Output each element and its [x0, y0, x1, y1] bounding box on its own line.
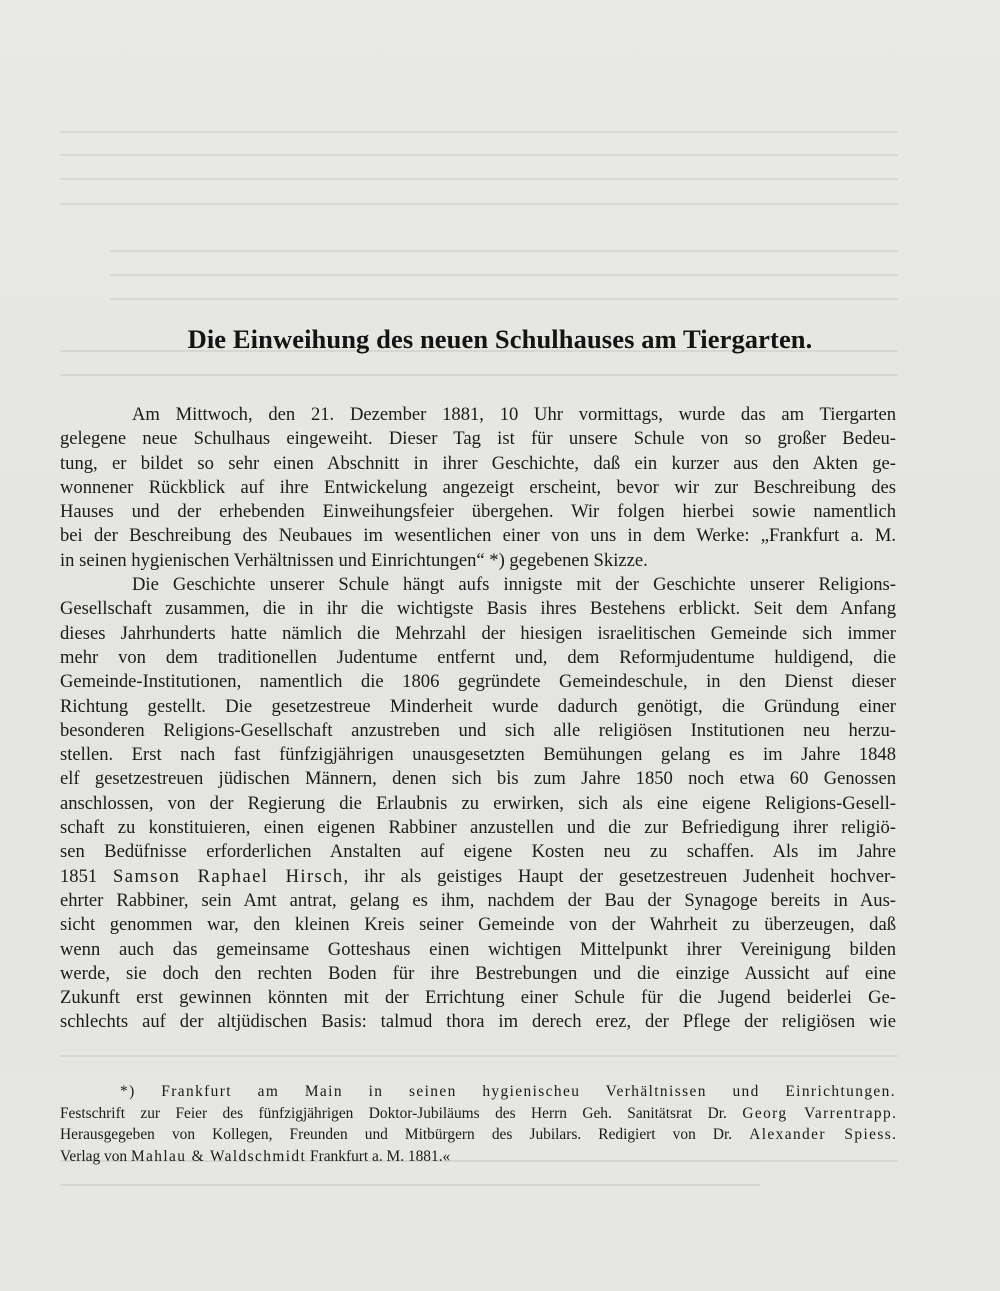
- text-line: gelegene neue Schulhaus eingeweiht. Dieser Tag ist für unsere Schule von so großer Bedeu-: [60, 428, 896, 450]
- text-fragment: Herausgegeben von Kollegen, Freunden und Mitbürgern des Jubilars. Redigiert von Dr.: [60, 1126, 750, 1143]
- person-name: Alexander Spiess: [749, 1126, 893, 1143]
- text-line: sen Bedüfnisse erforderlichen Anstalten auf eigene Kosten neu zu schaffen. Als im Jahre: [60, 841, 896, 863]
- footnote-line: [60, 1146, 896, 1168]
- text-line: sicht genommen war, den kleinen Kreis seiner Gemeinde von der Wahrheit zu überzeugen, daß: [60, 914, 896, 936]
- text-fragment: Verlag von: [60, 1147, 131, 1165]
- text-line: besonderen Religions-Gesellschaft anzustreben und sich alle religiösen Institutionen neu herzu-: [60, 719, 896, 741]
- text-line: anschlossen, von der Regierung die Erlaubnis zu erwirken, sich als eine eigene Religions-Gesell-: [60, 792, 896, 814]
- text-line: Gesellschaft zusammen, die in ihr die wichtigste Basis ihres Bestehens erblickt. Seit dem Anfang: [60, 598, 896, 620]
- footnote-line: *) Frankfurt am Main in seinen hygienischeu Verhältnissen und Einrichtungen.: [120, 1083, 896, 1100]
- text-line: Die Geschichte unserer Schule hängt aufs innigste mit der Geschichte unserer Religions-: [132, 574, 896, 596]
- text-fragment: 1851: [60, 865, 114, 887]
- text-line: dieses Jahrhunderts hatte nämlich die Mehrzahl der hiesigen israelitischen Gemeinde sich immer: [60, 622, 896, 644]
- person-name: Georg Varrentrapp: [742, 1104, 893, 1122]
- text-line: schlechts auf der altjüdischen Basis: talmud thora im derech erez, der Pflege der religiösen wie: [60, 1011, 896, 1033]
- text-line: bei der Beschreibung des Neubaues im wesentlichen einer von uns in dem Werke: „Frankfurt a. M.: [60, 525, 896, 547]
- text-fragment: , ihr als geistiges Haupt der gesetzestreuen Judenheit hochver-: [343, 865, 896, 887]
- footnote-line: [60, 1103, 896, 1125]
- text-fragment: Festschrift zur Feier des fünfzigjährigen Doktor-Jubiläums des Herrn Geh. Sanitätsrat Dr.: [60, 1104, 743, 1122]
- text-line: wenn auch das gemeinsame Gotteshaus einen wichtigen Mittelpunkt ihrer Vereinigung bilden: [60, 938, 896, 960]
- footnote-line: [60, 1124, 896, 1146]
- text-fragment: .: [892, 1104, 896, 1122]
- text-line: tung, er bildet so sehr einen Abschnitt in ihrer Geschichte, daß ein kurzer aus den Akten ge-: [60, 452, 896, 474]
- text-line: Gemeinde-Institutionen, namentlich die 1806 gegründete Gemeindeschule, in den Dienst dieser: [60, 671, 896, 693]
- text-line: schaft zu konstituieren, einen eigenen Rabbiner anzustellen und die zur Befriedigung ihrer religiö-: [60, 817, 896, 839]
- text-line: ehrter Rabbiner, sein Amt antrat, gelang es ihm, nachdem der Bau der Synagoge bereits in Aus-: [60, 889, 896, 911]
- text-line: wonnener Rückblick auf ihre Entwickelung angezeigt erscheint, bevor wir zur Beschreibung des: [60, 476, 896, 498]
- text-fragment: Frankfurt a. M. 1881.«: [306, 1147, 451, 1165]
- text-line: werde, sie doch den rechten Boden für ihre Bestrebungen und die einzige Aussicht auf eine: [60, 962, 896, 984]
- text-fragment: .: [892, 1126, 896, 1143]
- body-text: [60, 403, 896, 1035]
- text-line: elf gesetzestreuen jüdischen Männern, denen sich bis zum Jahre 1850 noch etwa 60 Genossen: [60, 768, 896, 790]
- text-line: Hauses und der erhebenden Einweihungsfeier übergehen. Wir folgen hierbei sowie namentlich: [60, 501, 896, 523]
- person-name: Samson Raphael Hirsch: [113, 865, 344, 887]
- text-line: Zukunft erst gewinnen könnten mit der Errichtung einer Schule für die Jugend beiderlei Ge-: [60, 987, 896, 1009]
- text-line: stellen. Erst nach fast fünfzigjährigen unausgesetzten Bemühungen gelang es im Jahre 1848: [60, 744, 896, 766]
- text-line: Am Mittwoch, den 21. Dezember 1881, 10 Uhr vormittags, wurde das am Tiergarten: [132, 404, 896, 425]
- text-line-hirsch: [60, 865, 896, 889]
- publisher-name: Mahlau & Waldschmidt: [130, 1147, 307, 1165]
- footnote: [60, 1081, 896, 1167]
- page-title: Die Einweihung des neuen Schulhauses am Tiergarten.: [187, 323, 813, 354]
- text-line: Richtung gestellt. Die gesetzestreue Minderheit wurde dadurch genötigt, die Gründung einer: [60, 695, 896, 717]
- text-line: in seinen hygienischen Verhältnissen und Einrichtungen“ *) gegebenen Skizze.: [60, 549, 648, 571]
- text-line: mehr von dem traditionellen Judentume entfernt und, dem Reformjudentume huldigend, die: [60, 646, 896, 668]
